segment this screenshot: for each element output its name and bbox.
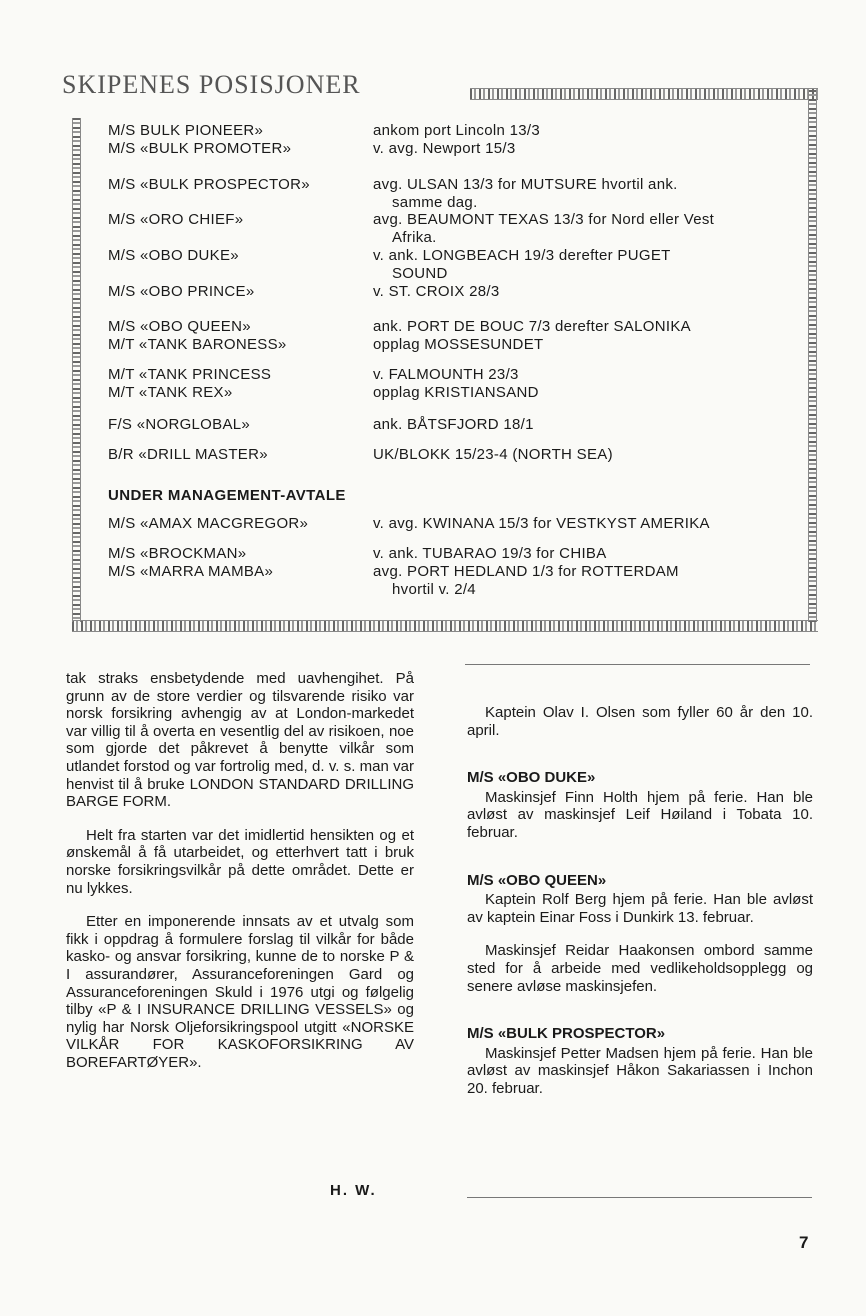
ship-name: M/S «OBO DUKE» <box>108 247 239 264</box>
ship-name: M/S «OBO QUEEN» <box>108 318 251 335</box>
management-heading: UNDER MANAGEMENT-AVTALE <box>108 487 346 504</box>
ship-position: v. FALMOUNTH 23/3 <box>373 366 519 383</box>
ship-name: M/S «AMAX MACGREGOR» <box>108 515 309 532</box>
frame-bottom-border <box>72 620 818 632</box>
ship-name: F/S «NORGLOBAL» <box>108 416 251 433</box>
page-number: 7 <box>799 1233 809 1252</box>
ship-position: v. avg. KWINANA 15/3 for VESTKYST AMERIKA <box>373 515 710 532</box>
section-paragraph: Maskinsjef Finn Holth hjem på ferie. Han ble avløst av maskinsjef Leif Høiland i Tobata 10. februar. <box>467 788 813 841</box>
ship-position: SOUND <box>392 265 448 282</box>
ship-position: ank. BÅTSFJORD 18/1 <box>373 416 534 433</box>
ship-name: M/S «BULK PROMOTER» <box>108 140 292 157</box>
ship-name: M/T «TANK PRINCESS <box>108 366 272 383</box>
section-heading: M/S «OBO DUKE» <box>467 769 596 787</box>
frame-top-border <box>470 88 818 100</box>
divider-bottom <box>467 1197 812 1198</box>
ship-position: v. ST. CROIX 28/3 <box>373 283 500 300</box>
ship-position: UK/BLOKK 15/23-4 (NORTH SEA) <box>373 446 613 463</box>
ship-position: hvortil v. 2/4 <box>392 581 476 598</box>
ship-name: M/S «BULK PROSPECTOR» <box>108 176 310 193</box>
article-paragraph: tak straks ensbetydende med uavhengihet. På grunn av de store verdier og tilsvarende risiko var norsk forsikring avhengig av at London-markedet var villig til å overta en vesentlig del av risikoen, noe som gjorde det påkrevet å benytte vilkår som utlandet forstod og var fortrolig med, d. v. s. man var henvist til å bruke LONDON STANDARD DRILLING BARGE FORM. <box>66 670 414 811</box>
ship-name: M/S «ORO CHIEF» <box>108 211 244 228</box>
ship-position: opplag KRISTIANSAND <box>373 384 539 401</box>
signature: H. W. <box>330 1182 377 1199</box>
ship-position: samme dag. <box>392 194 478 211</box>
ship-name: M/S «OBO PRINCE» <box>108 283 255 300</box>
ship-name: B/R «DRILL MASTER» <box>108 446 268 463</box>
ship-position: ank. PORT DE BOUC 7/3 derefter SALONIKA <box>373 318 691 335</box>
ship-name: M/S BULK PIONEER» <box>108 122 264 139</box>
article-paragraph: Etter en imponerende innsats av et utvalg som fikk i oppdrag å formulere forslag til vilkår for både kasko- og ansvar forsikring, kunne de to norske P & I assurandører, Assuranceforeningen Gard og Assuranceforeningen Skuld i 1976 utgi og følgelig tilby «P & I INSURANCE DRILLING VESSELS» og nylig har Norsk Oljeforsikringspool utgitt «NORSKE VILKÅR FOR KASKOFORSIKRING AV BOREFARTØYER». <box>66 913 414 1071</box>
section-paragraph: Kaptein Rolf Berg hjem på ferie. Han ble avløst av kaptein Einar Foss i Dunkirk 13. februar. <box>467 891 813 926</box>
ship-position: ankom port Lincoln 13/3 <box>373 122 540 139</box>
personnel-news-column <box>467 704 813 1128</box>
page-title: SKIPENES POSISJONER <box>62 70 361 99</box>
article-left-column <box>66 670 414 1087</box>
divider-top <box>465 664 810 665</box>
section-paragraph: Maskinsjef Petter Madsen hjem på ferie. Han ble avløst av maskinsjef Håkon Sakariassen i Inchon 20. februar. <box>467 1044 813 1097</box>
ship-name: M/T «TANK REX» <box>108 384 233 401</box>
ship-position: opplag MOSSESUNDET <box>373 336 544 353</box>
ship-position: v. avg. Newport 15/3 <box>373 140 516 157</box>
ship-position: avg. BEAUMONT TEXAS 13/3 for Nord eller Vest <box>373 211 715 228</box>
section-paragraph: Maskinsjef Reidar Haakonsen ombord samme sted for å arbeide med vedlikeholdsopplegg og senere avløse maskinsjefen. <box>467 942 813 995</box>
article-paragraph: Helt fra starten var det imidlertid hensikten og et ønskemål å få utarbeidet, og etterhvert tatt i bruk norske forsikringsvilkår på dette området. Dette er nu lykkes. <box>66 826 414 897</box>
section-heading: M/S «OBO QUEEN» <box>467 871 607 889</box>
ship-position: v. ank. TUBARAO 19/3 for CHIBA <box>373 545 607 562</box>
ship-position: v. ank. LONGBEACH 19/3 derefter PUGET <box>373 247 671 264</box>
ship-position: avg. ULSAN 13/3 for MUTSURE hvortil ank. <box>373 176 678 193</box>
ship-name: M/S «MARRA MAMBA» <box>108 563 274 580</box>
section-heading: M/S «BULK PROSPECTOR» <box>467 1025 666 1043</box>
ship-name: M/S «BROCKMAN» <box>108 545 247 562</box>
ship-name: M/T «TANK BARONESS» <box>108 336 287 353</box>
ship-position: Afrika. <box>392 229 437 246</box>
frame-left-border <box>72 118 81 622</box>
intro-paragraph: Kaptein Olav I. Olsen som fyller 60 år den 10. april. <box>467 704 813 739</box>
ship-position: avg. PORT HEDLAND 1/3 for ROTTERDAM <box>373 563 679 580</box>
frame-right-border <box>808 90 817 622</box>
